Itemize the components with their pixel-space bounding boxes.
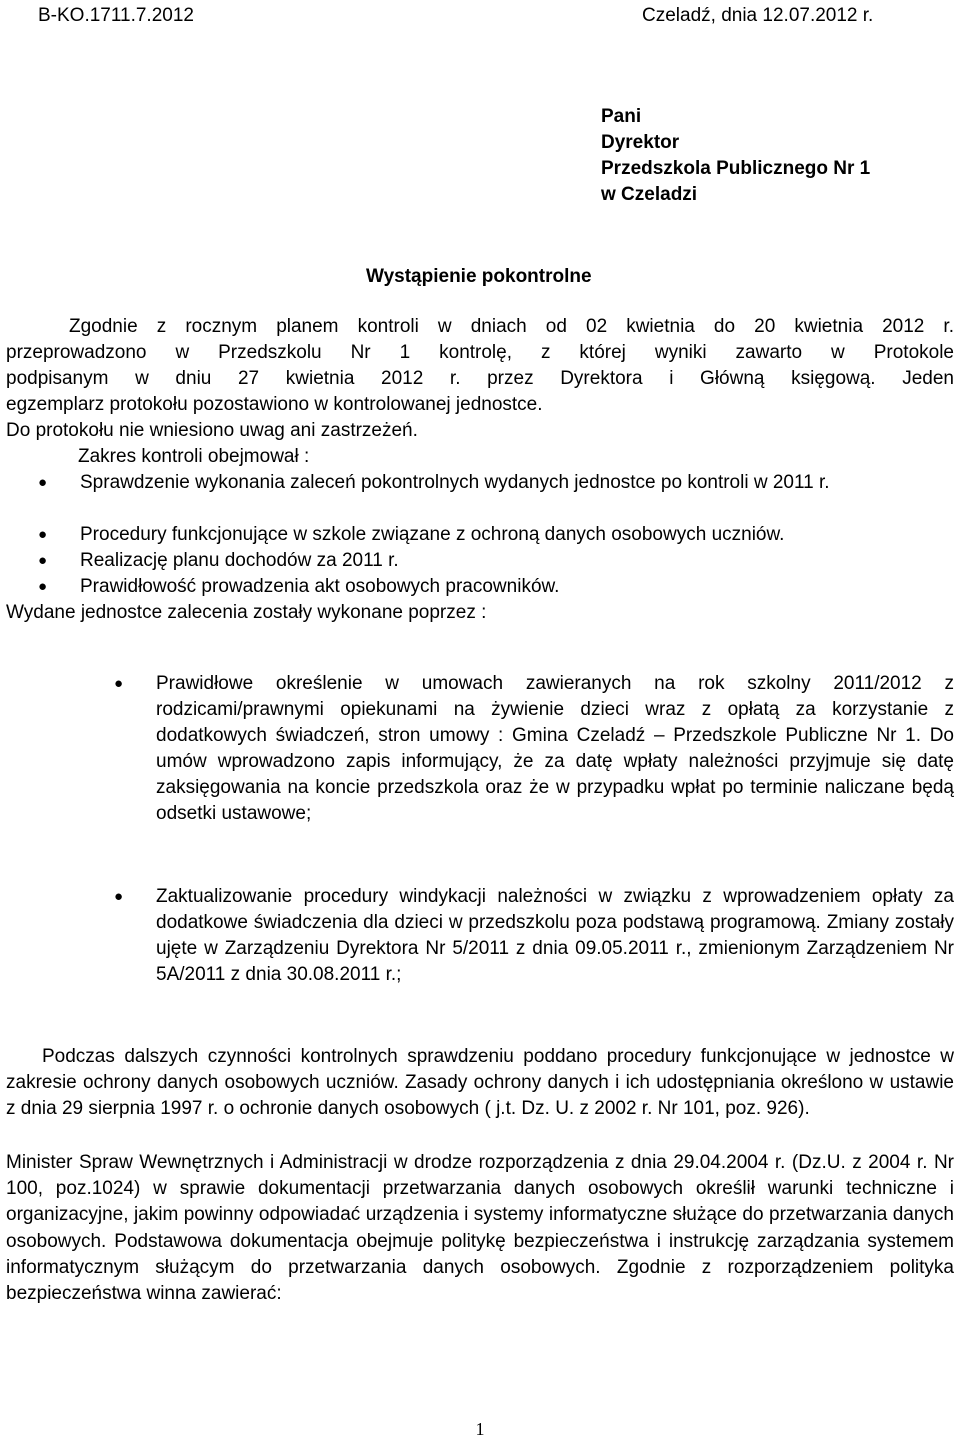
place-and-date: Czeladź, dnia 12.07.2012 r. [642, 5, 874, 26]
recommendation-item: Prawidłowe określenie w umowach zawieranych na rok szkolny 2011/2012 z rodzicami/prawnymi opiekunami na żywienie dzieci wraz z opłatą za korzystanie z dodatkowych świadczeń, stron umowy : Gmina Czeladź – Przedszkole Publiczne Nr 1. Do umów wprowadzono zapis informujący, że za datę wpłaty należności przyjmuje się datę zaksięgowania na koncie przedszkola oraz że w przypadku wpłat po terminie naliczane będą odsetki ustawowe; [156, 673, 954, 824]
closing-paragraph-1: Podczas dalszych czynności kontrolnych sprawdzeniu poddano procedury funkcjonujące w jednostce w zakresie ochrony danych osobowych uczniów. Zasady ochrony danych i ich udostępniania określono w ustawie z dnia 29 sierpnia 1997 r. o ochronie danych osobowych ( j.t. Dz. U. z 2002 r. Nr 101, poz. 926). [6, 1046, 954, 1120]
bullet-icon: ● [114, 675, 124, 692]
addressee-line-1: Pani [601, 106, 642, 127]
scope-item: Realizację planu dochodów za 2011 r. [80, 550, 399, 571]
scope-item: Procedury funkcjonujące w szkole związane z ochroną danych osobowych uczniów. [80, 524, 785, 545]
intro-line-1: Zgodnie z rocznym planem kontroli w dniach od 02 kwietnia do 20 kwietnia 2012 r. [69, 316, 954, 337]
bullet-icon: ● [38, 526, 48, 543]
document-title: Wystąpienie pokontrolne [366, 266, 592, 287]
recommendations-heading: Wydane jednostce zalecenia zostały wykonane poprzez : [6, 602, 487, 623]
addressee-line-2: Dyrektor [601, 132, 680, 153]
bullet-icon: ● [38, 552, 48, 569]
bullet-icon: ● [114, 888, 124, 905]
intro-line-3: podpisanym w dniu 27 kwietnia 2012 r. przez Dyrektora i Główną księgową. Jeden [6, 368, 954, 389]
scope-item: Sprawdzenie wykonania zaleceń pokontrolnych wydanych jednostce po kontroli w 2011 r. [80, 472, 830, 493]
reference-number: B-KO.1711.7.2012 [38, 5, 194, 26]
bullet-icon: ● [38, 578, 48, 595]
addressee-line-4: w Czeladzi [601, 184, 698, 205]
intro-line-5: Do protokołu nie wniesiono uwag ani zastrzeżeń. [6, 420, 418, 441]
scope-heading: Zakres kontroli obejmował : [78, 446, 310, 467]
intro-line-2: przeprowadzono w Przedszkolu Nr 1 kontrolę, z której wyniki zawarto w Protokole [6, 342, 954, 363]
bullet-icon: ● [38, 474, 48, 491]
scope-item: Prawidłowość prowadzenia akt osobowych pracowników. [80, 576, 560, 597]
intro-line-4: egzemplarz protokołu pozostawiono w kontrolowanej jednostce. [6, 394, 543, 415]
recommendation-item: Zaktualizowanie procedury windykacji należności w związku z wprowadzeniem opłaty za dodatkowe świadczenia dla dzieci w przedszkolu poza podstawą programową. Zmiany zostały ujęte w Zarządzeniu Dyrektora Nr 5/2011 z dnia 09.05.2011 r., zmienionym Zarządzeniem Nr 5A/2011 z dnia 30.08.2011 r.; [156, 886, 954, 985]
page-number: 1 [475, 1419, 485, 1439]
addressee-line-3: Przedszkola Publicznego Nr 1 [601, 158, 871, 179]
closing-paragraph-2: Minister Spraw Wewnętrznych i Administracji w drodze rozporządzenia z dnia 29.04.2004 r. (Dz.U. z 2004 r. Nr 100, poz.1024) w sprawie dokumentacji przetwarzania danych osobowych określił warunki techniczne i organizacyjne, jakim powinny odpowiadać urządzenia i systemy informatyczne służące do przetwarzania danych osobowych. Podstawowa dokumentacja obejmuje politykę bezpieczeństwa i instrukcję zarządzania systemem informatycznym służącym do przetwarzania danych osobowych. Zgodnie z rozporządzeniem polityka bezpieczeństwa winna zawierać: [6, 1152, 954, 1305]
